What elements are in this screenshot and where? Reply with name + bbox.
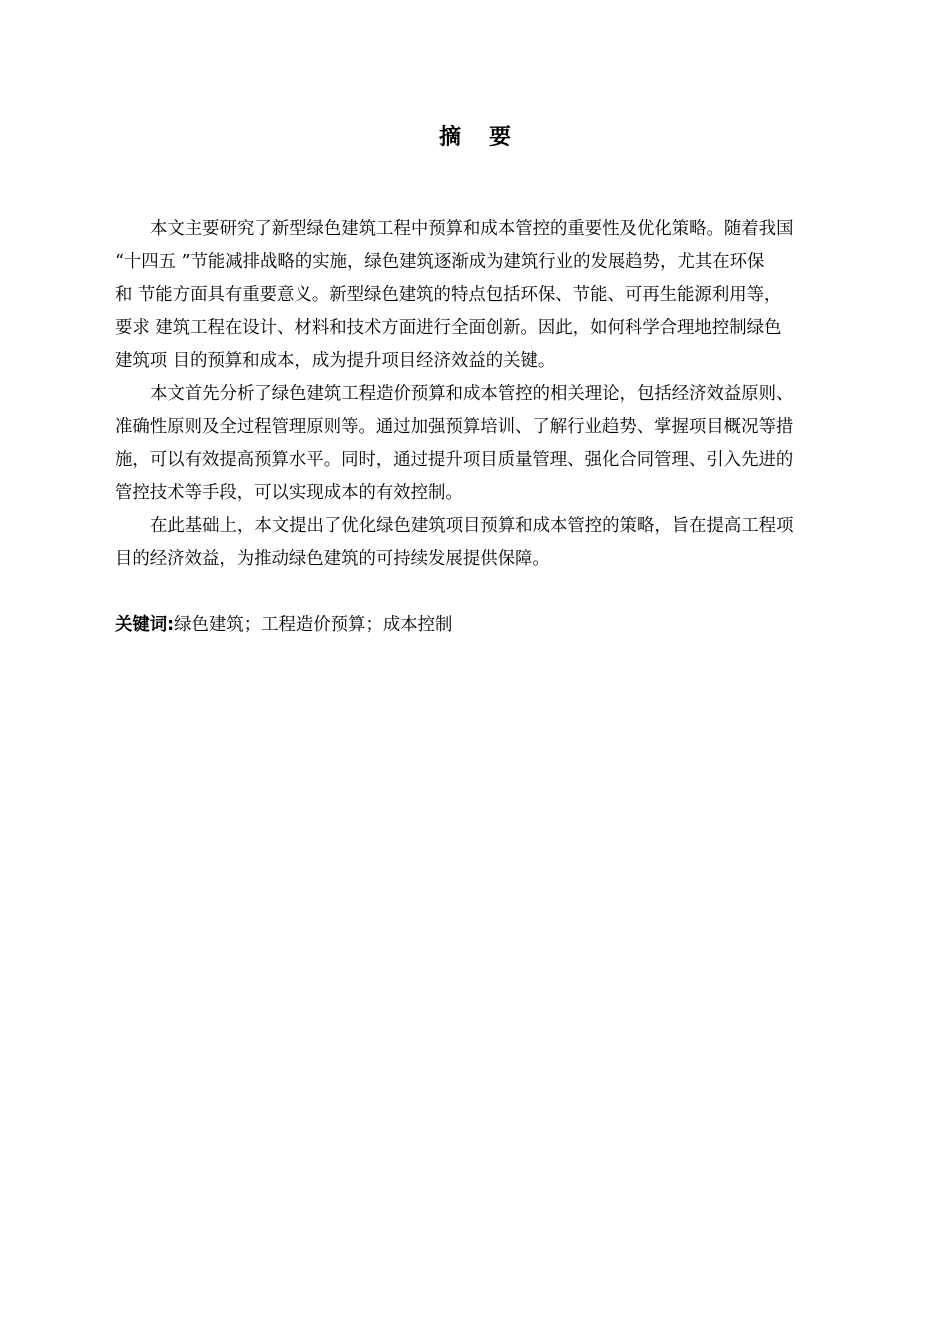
keywords-label: 关键词: xyxy=(115,615,175,635)
abstract-line-5: 建筑项 目的预算和成本，成为提升项目经济效益的关键。 xyxy=(115,351,556,371)
abstract-line-3: 和 节能方面具有重要意义。新型绿色建筑的特点包括环保、节能、可再生能源利用等， xyxy=(115,285,782,305)
abstract-line-10: 在此基础上，本文提出了优化绿色建筑项目预算和成本管控的策略，旨在提高工程项 xyxy=(150,516,794,536)
abstract-line-7: 准确性原则及全过程管理原则等。通过加强预算培训、了解行业趋势、掌握项目概况等措 xyxy=(115,417,794,437)
abstract-line-9: 管控技术等手段，可以实现成本的有效控制。 xyxy=(115,483,463,503)
title-char-1: 摘 xyxy=(438,125,461,150)
abstract-line-6: 本文首先分析了绿色建筑工程造价预算和成本管控的相关理论，包括经济效益原则、 xyxy=(150,384,794,404)
keywords-line xyxy=(115,613,452,637)
abstract-line-8: 施，可以有效提高预算水平。同时，通过提升项目质量管理、强化合同管理、引入先进的 xyxy=(115,450,794,470)
keywords-value: 绿色建筑；工程造价预算；成本控制 xyxy=(174,615,453,635)
title-char-2: 要 xyxy=(489,125,512,150)
abstract-line-1: 本文主要研究了新型绿色建筑工程中预算和成本管控的重要性及优化策略。随着我国 xyxy=(150,219,794,239)
abstract-line-2: “十四五 ”节能减排战略的实施，绿色建筑逐渐成为建筑行业的发展趋势，尤其在环保 xyxy=(115,252,765,272)
abstract-line-11: 目的经济效益，为推动绿色建筑的可持续发展提供保障。 xyxy=(115,549,550,569)
abstract-line-4: 要求 建筑工程在设计、材料和技术方面进行全面创新。因此，如何科学合理地控制绿色 xyxy=(115,318,782,338)
abstract-title xyxy=(0,121,950,155)
